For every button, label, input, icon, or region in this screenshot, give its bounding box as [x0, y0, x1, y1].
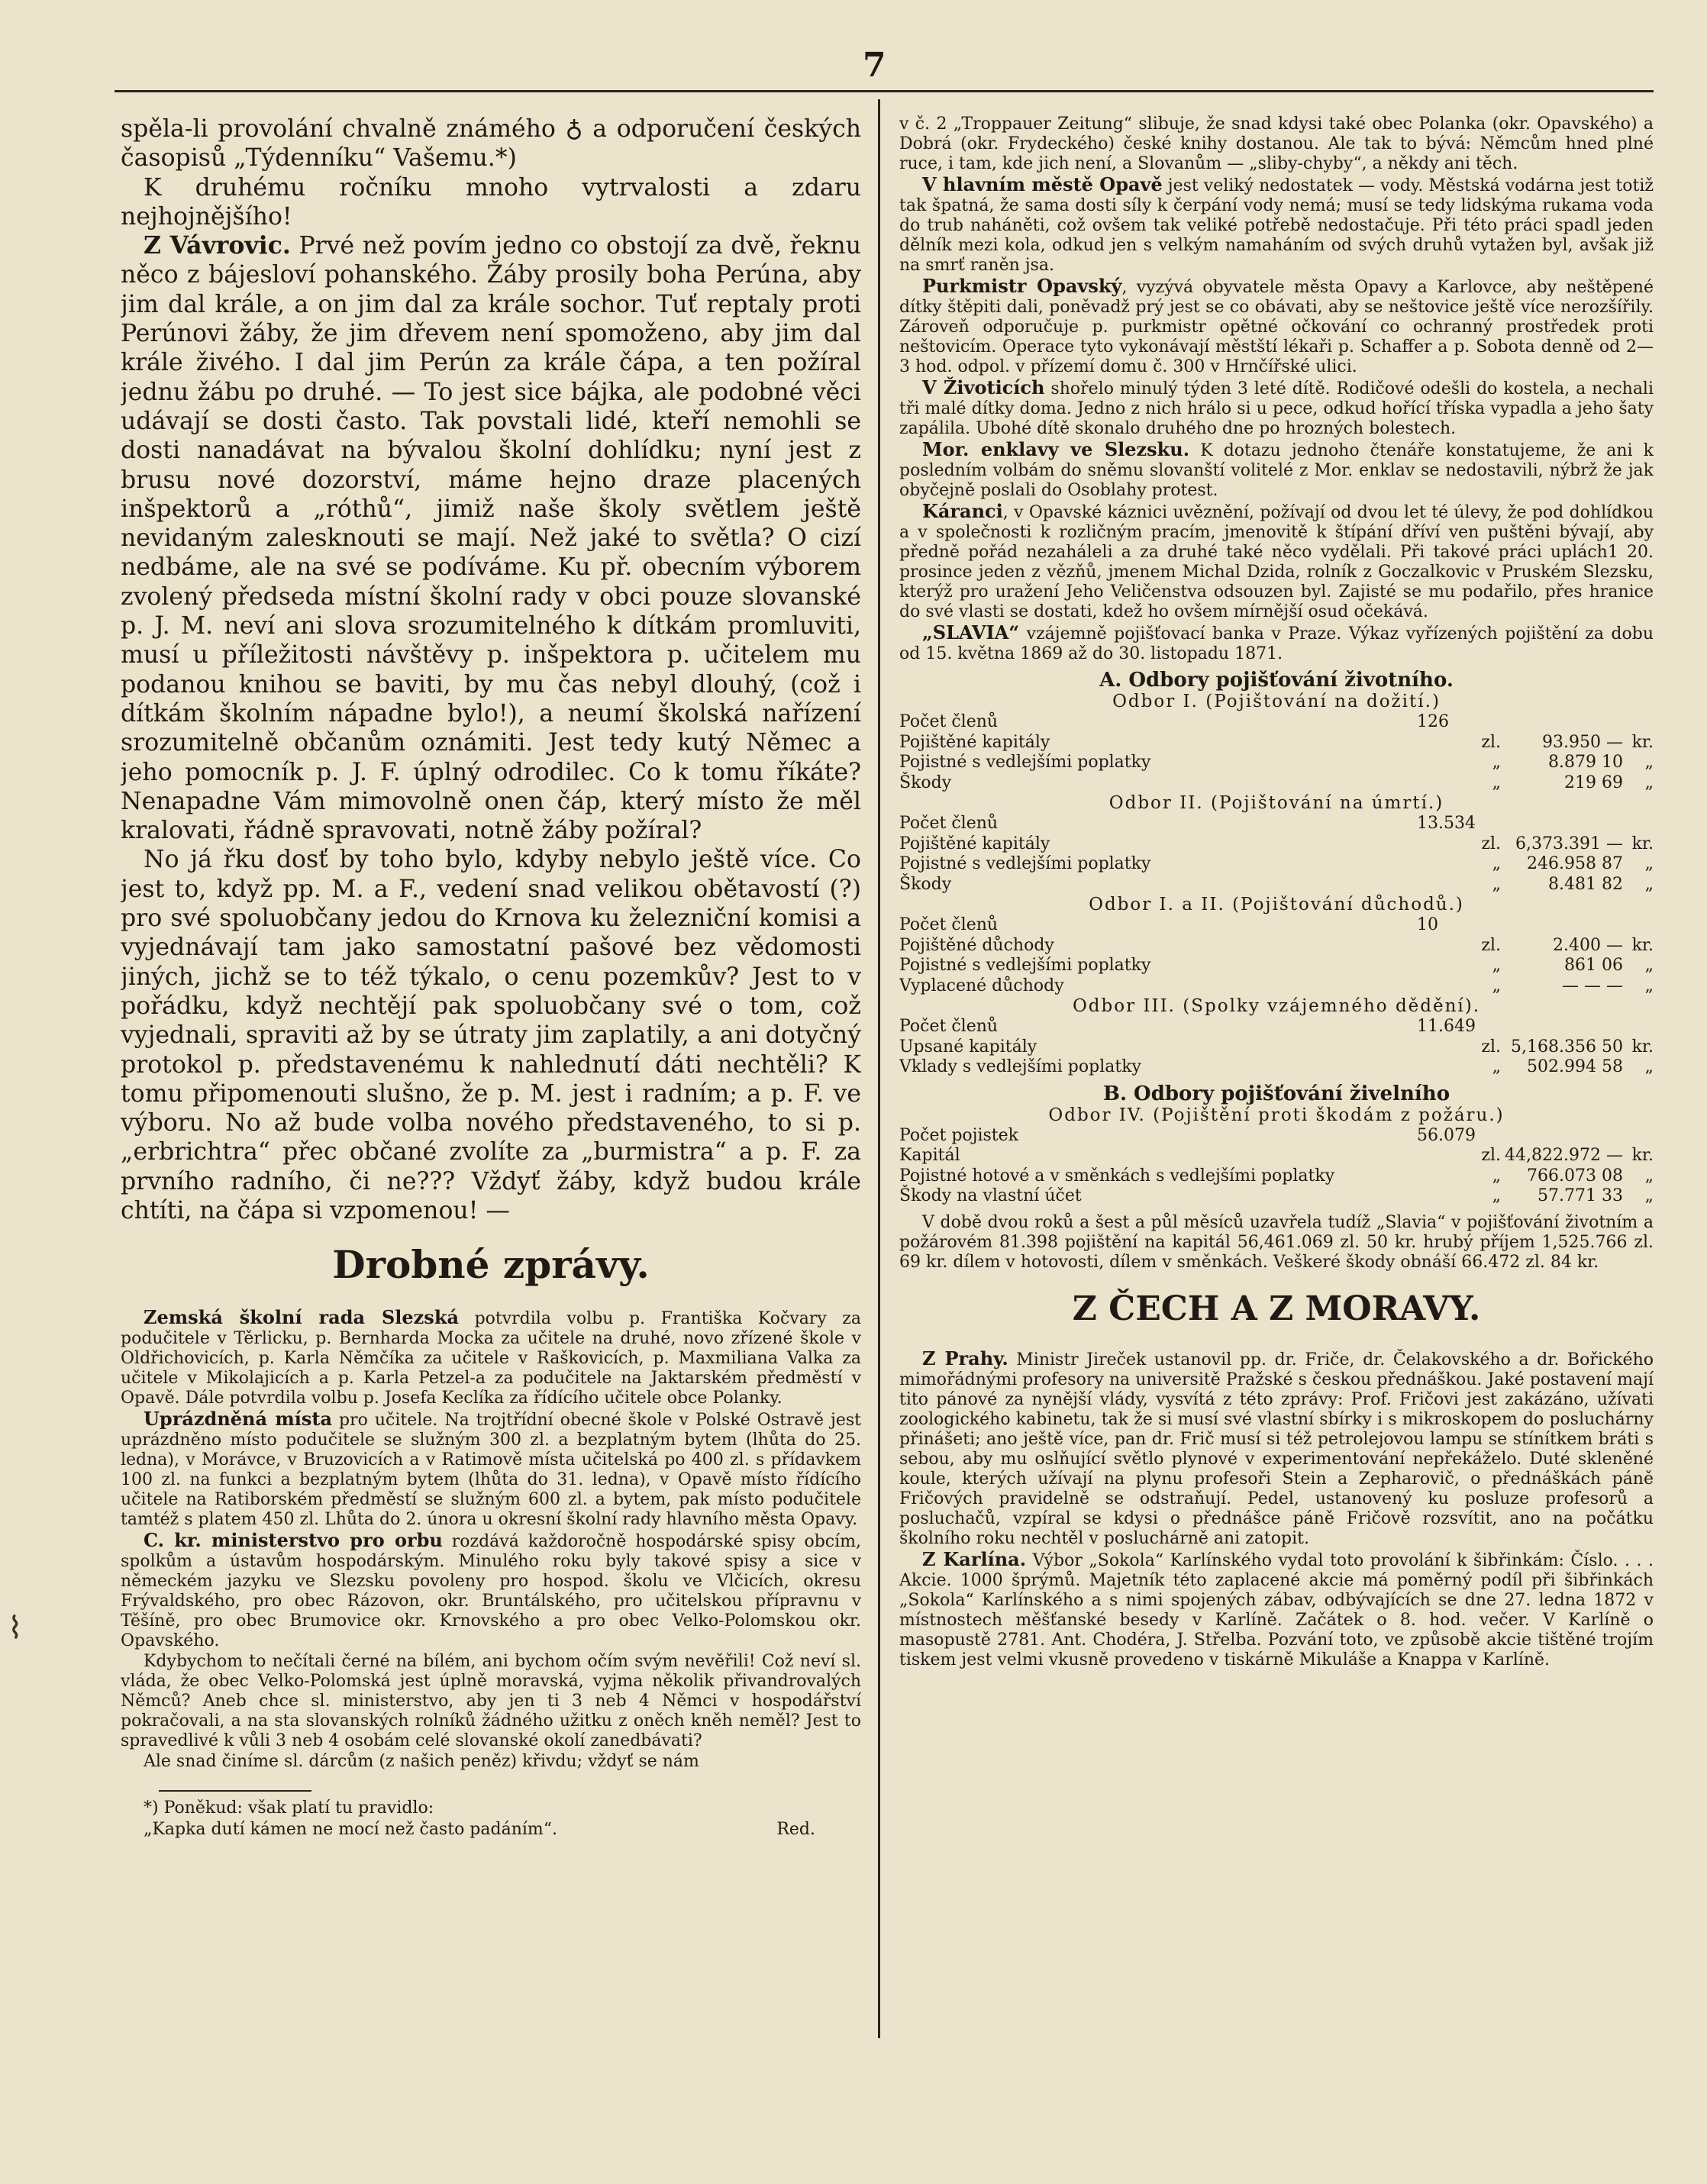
table-cell-unit: kr.: [1631, 935, 1654, 955]
table-row: [899, 1126, 1654, 1147]
table-row: [899, 956, 1654, 976]
news-karanci-title: Káranci: [922, 500, 1003, 522]
table-cell-currency: zl.: [1481, 1037, 1501, 1057]
table-cell-count: [1409, 753, 1492, 773]
table-cell-amount: 219 69: [1564, 773, 1623, 792]
footnote-line-1: *) Poněkud: však platí tu pravidlo:: [144, 1798, 434, 1818]
table-row: [899, 814, 1654, 834]
margin-mark: ⌇: [8, 1611, 23, 1646]
news-karlin: [899, 1547, 1654, 1670]
table-cell-unit: [1623, 712, 1654, 733]
table-cell-amount: 6,373.391 —: [1515, 834, 1623, 853]
table-row: [899, 936, 1654, 957]
table-cell-amount: 766.073 08: [1527, 1166, 1623, 1186]
table-cell-label: Škody na vlastní účet: [899, 1186, 1082, 1205]
article-vavrovic-text: Prvé než povím jedno co obstojí za dvě, řeknu něco z bájesloví pohanského. Žáby prosily boha Perúna, aby jim dal krále, a on jim dal za krále sochor. Tuť reptaly proti Perúnovi žáby, že jim dřevem není spomoženo, aby jim dal krále živého. I dal jim Perún za krále čápa, a ten požíral jednu žábu po druhé. — To jest sice bájka, ale podobné věci udávají se dosti často. Tak povstali lidé, kteří nemohli se dosti nanadávat na bývalou školní dohlídku; nyní jest z brusu nové dozorství, máme hejno draze placených inšpektorů a „róthů“, jimiž naše školy světlem ještě nevidaným zalesknouti se mají. Než jaké to světla? O cizí nedbáme, ale na své se podíváme. Ku př. obecním výborem zvolený předseda místní školní rady v obci pouze slovanské p. J. M. neví ani slova srozumitelného k dítkám promluviti, musí u příležitosti návštěvy p. inšpektora p. učitelem mu podanou knihou se baviti, by mu čas nebyl dlouhý, (což i dítkám školním nápadne bylo!), a neumí školská nařízení srozumitelně občanům oznámiti. Jest tedy kutý Němec a jeho pomocník p. J. F. úplný odrodilec. Co k tomu říkáte? Nenapadne Vám mimovolně onen čáp, který místo že měl kralovati, řádně spravovati, notně žáby požíral?: [121, 232, 861, 845]
footnote-rule: [159, 1790, 311, 1792]
table-row: [899, 753, 1654, 773]
table-cell-label: Škody: [899, 874, 952, 894]
table-cell-count: 11.649: [1417, 1017, 1476, 1036]
news-karlin-title: Z Karlína.: [922, 1547, 1027, 1570]
left-column: [121, 115, 861, 2115]
table-cell-amount: 502.994 58: [1527, 1057, 1623, 1076]
table-cell-count: 10: [1417, 915, 1438, 934]
news-enklavy-text: K dotazu jednoho čtenáře konstatujeme, že ani k posledním volbám do sněmu slovanští volitelé z Mor. enklav se nedostavili, nýbrž že jak obyčejně poslali do Osoblahy protest.: [899, 441, 1654, 500]
slavia-summary: V době dvou roků a šest a půl měsíců uzavřela tudíž „Slavia“ v pojišťování životním a požárovém 81.398 pojištění na kapitál 56,461.069 zl. 50 kr. hrubý příjem 1,525.766 zl. 69 kr. dílem v hotovosti, dílem v směnkách. Veškeré škody obnáší 66.472 zl. 84 kr.: [899, 1212, 1654, 1272]
table-cell-label: Vklady s vedlejšími poplatky: [899, 1057, 1141, 1076]
footnote-signature: Red.: [776, 1820, 815, 1840]
paragraph-intro: spěla-li provolání chvalně známého ♁ a odporučení českých časopisů „Týdenníku“ Vašemu.*): [121, 115, 861, 173]
news-karanci: [899, 502, 1654, 622]
table-row: [899, 1166, 1654, 1187]
table-cell-count: [1397, 733, 1481, 753]
news-praha: [899, 1349, 1654, 1549]
table-row: [899, 1017, 1654, 1037]
news-ministerstvo: [121, 1531, 861, 1651]
table-cell-unit: [1623, 1017, 1654, 1037]
table-cell-label: Pojistné s vedlejšími poplatky: [899, 956, 1151, 975]
table-cell-amount: 246.958 87: [1527, 854, 1623, 873]
table-cell-unit: „: [1644, 753, 1654, 772]
news-troppauer: v č. 2 „Troppauer Zeitung“ slibuje, že snad kdysi také obec Polanka (okr. Opavského) a Dobrá (okr. Frydeckého) české knihy dostanou. Ale tak to bývá: Němcům hned plné ruce, i tam, kde jich není, a Slovanům — „sliby-chyby“, a někdy ani těch.: [899, 115, 1654, 173]
table-cell-currency: zl.: [1481, 935, 1501, 955]
table-cell-label: Počet členů: [899, 915, 999, 934]
news-mista: [121, 1409, 861, 1530]
news-mista-text: pro učitele. Na trojtřídní obecné škole v Polské Ostravě jest uprázdněno místo podučitele se služným 300 zl. a bezplatným bytem (lhůta do 25. ledna), v Morávce, v Bruzovicích a v Ratimově místa učitelská po 400 zl. s přídavkem 100 zl. na funkci a bezplatným bytem (lhůta do 31. ledna), v Opavě místo řídícího učitele na Ratiborském předměstí se služným 600 zl. a bytem, pak místo podučitele tamtéž s platem 450 zl. Lhůta do 2. února u okresní školní rady hlavního města Opavy.: [121, 1411, 861, 1530]
table-cell-unit: „: [1644, 874, 1654, 894]
table-row: [899, 1037, 1654, 1058]
table-cell-label: Škody: [899, 773, 952, 792]
footnote-line-2: [121, 1819, 861, 1840]
table-cell-unit: kr.: [1631, 732, 1654, 752]
table-cell-count: [1409, 1186, 1492, 1207]
table-group: [899, 1126, 1654, 1207]
table-cell-count: [1409, 773, 1492, 794]
table-cell-count: [1397, 1037, 1481, 1058]
table-heading-a: A. Odbory pojišťování životního.: [1099, 669, 1454, 692]
news-opava-title: V hlavním městě Opavě: [922, 173, 1163, 195]
news-opava-text: jest veliký nedostatek — vody. Městská vodárna jest totiž tak špatná, že sama dosti síly k čerpání vody nemá; musí se tedy lidskýma rukama voda do trub naháněti, což ovšem tak veliké potřebě nedostačuje. Při této práci spadl jeden dělník mezi kola, odkud jen s velkým namaháním od svých druhů vytažen byl, avšak již na smrť raněn jsa.: [899, 176, 1654, 275]
table-cell-count: [1397, 936, 1481, 957]
table-cell-amount: [1501, 1126, 1623, 1147]
news-zivotice-text: shořelo minulý týden 3 leté dítě. Rodičové odešli do kostela, a nechali tři malé dítky doma. Jedno z nich hrálo si u pece, odkud hořící tříska vypadla a jeho šaty zapálila. Ubohé dítě skonalo druhého dne po hrozných bolestech.: [899, 379, 1654, 438]
news-zivotice-title: V Životicích: [922, 376, 1045, 398]
news-opava: [899, 175, 1654, 276]
table-cell-label: Pojistné hotové a v směnkách s vedlejšími poplatky: [899, 1166, 1335, 1186]
table-cell-unit: „: [1644, 1186, 1654, 1205]
news-slavia-text: vzájemně pojišťovací banka v Praze. Výkaz vyřízených pojištění za dobu od 15. května 1869 až do 30. listopadu 1871.: [899, 624, 1654, 663]
table-cell-unit: „: [1644, 956, 1654, 975]
table-cell-count: [1409, 1057, 1492, 1078]
table-cell-label: Počet členů: [899, 814, 999, 833]
table-cell-amount: 861 06: [1564, 956, 1623, 975]
table-cell-unit: „: [1644, 976, 1654, 995]
table-cell-currency: „: [1492, 1057, 1501, 1076]
table-cell-label: Vyplacené důchody: [899, 976, 1064, 995]
table-cell-count: 13.534: [1417, 814, 1476, 833]
table-cell-count: [1409, 956, 1492, 976]
table-cell-count: 56.079: [1417, 1125, 1476, 1145]
table-cell-currency: „: [1492, 956, 1501, 975]
table-cell-currency: „: [1492, 1186, 1501, 1205]
table-cell-amount: 93.950 —: [1542, 732, 1623, 752]
table-cell-amount: 5,168.356 50: [1511, 1037, 1623, 1057]
table-cell-currency: zl.: [1481, 732, 1501, 752]
table-row: [899, 1186, 1654, 1207]
table-cell-unit: [1623, 1126, 1654, 1147]
news-ministerstvo-title: C. kr. ministerstvo pro orbu: [144, 1529, 443, 1552]
article-vavrovic: [121, 231, 861, 845]
news-zivotice: [899, 378, 1654, 439]
footnote-quote: „Kapka dutí kámen ne mocí než často padáním“.: [144, 1820, 558, 1840]
news-enklavy-title: Mor. enklavy ve Slezsku.: [922, 438, 1190, 460]
table-cell-label: Počet členů: [899, 1017, 999, 1036]
table-cell-unit: „: [1644, 1057, 1654, 1076]
table-cell-count: [1409, 976, 1492, 997]
table-cell-label: Počet pojistek: [899, 1125, 1018, 1145]
table-odbor-3: Odbor III. (Spolky vzájemného dědění).: [1072, 996, 1481, 1016]
page-number: 7: [863, 46, 886, 85]
table-cell-amount: [1501, 712, 1623, 733]
table-cell-unit: [1623, 814, 1654, 834]
table-odbor-4: Odbor IV. (Pojištění proti škodám z požáru.): [1048, 1105, 1505, 1125]
paragraph-wish: K druhému ročníku mnoho vytrvalosti a zdaru nejhojnějšího!: [121, 173, 861, 231]
table-cell-unit: kr.: [1631, 1146, 1654, 1165]
table-cell-label: Pojistné s vedlejšími poplatky: [899, 854, 1151, 873]
news-skolni-rada: [121, 1308, 861, 1408]
table-cell-unit: „: [1644, 854, 1654, 873]
table-cell-unit: „: [1644, 1166, 1654, 1186]
news-slavia-title: „SLAVIA“: [922, 621, 1020, 644]
table-row: [899, 875, 1654, 895]
section-heading-drobne: Drobné zprávy.: [332, 1242, 650, 1288]
table-group: [899, 712, 1654, 793]
table-cell-currency: „: [1492, 976, 1501, 995]
table-cell-unit: kr.: [1631, 1037, 1654, 1057]
table-cell-label: Kapitál: [899, 1146, 960, 1165]
news-karlin-text: Výbor „Sokola“ Karlínského vydal toto provolání k šibřinkám: Číslo. . . . Akcie. 1000 šprýmů. Majetník této zaplacené akcie má poměrný podíl při šibřinkách „Sokola“ Karlínského a s nimi spojených zábav, odbývajících se dne 27. ledna 1872 v místnostech měšťanské besedy v Karlíně. Začátek o 8. hod. večer. V Karlíně o masopustě 2781. Ant. Chodéra, J. Střelba. Pozvání toto, ve způsobě akcie tištěné trojím tiskem jest velmi vkusně provedeno v tiskárně Mikuláše a Knappa v Karlíně.: [899, 1550, 1654, 1669]
table-cell-label: Pojištěné kapitály: [899, 834, 1050, 853]
table-cell-unit: kr.: [1631, 834, 1654, 853]
table-group: [899, 1017, 1654, 1078]
table-cell-count: [1409, 875, 1492, 895]
news-skolni-rada-text: potvrdila volbu p. Františka Kočvary za podučitele v Těrlicku, p. Bernharda Mocka za učitele na druhé, novo zřízené škole v Oldřichovicích, p. Karla Němčíka za učitele v Raškovicích, p. Maxmiliana Valka za učitele v Mikolajicích a p. Karla Petzel-a za podučitele na Jaktarském předměstí v Opavě. Dále potvrdila volbu p. Josefa Keclíka za řídícího učitele obce Polanky.: [121, 1309, 861, 1408]
table-cell-amount: 8.879 10: [1548, 753, 1623, 772]
table-cell-unit: [1623, 915, 1654, 936]
table-cell-currency: „: [1492, 753, 1501, 772]
table-cell-label: Počet členů: [899, 712, 999, 731]
table-row: [899, 1146, 1654, 1166]
news-karanci-text: , v Opavské káznici uvěznění, požívají od dvou let té úlevy, že pod dohlídkou a v společnosti k rozličným pracím, jmenovitě k štípání dříví ven puštěni bývají, aby předně pořád nezaháleli a za druhé také něco vydělali. Při takové práci uplách1 20. prosince jeden z vězňů, jmenem Michal Dzida, rolník z Goczalkovic v Pruském Slezsku, kterýž pro uražení Jeho Veličenstva odsouzen byl. Zajisté se mu podařilo, přes hranice do své vlasti se dostati, kdež ho ovšem mírnější osud očekává.: [899, 503, 1654, 621]
table-heading-b: B. Odbory pojišťování živelního: [1102, 1082, 1450, 1105]
table-cell-amount: [1501, 814, 1623, 834]
table-cell-count: [1397, 834, 1481, 855]
table-row: [899, 915, 1654, 936]
table-cell-amount: 8.481 82: [1548, 874, 1623, 894]
news-praha-title: Z Prahy.: [922, 1347, 1008, 1369]
table-cell-amount: 44,822.972 —: [1505, 1146, 1623, 1165]
news-enklavy: [899, 440, 1654, 501]
article-vavrovic-title: Z Vávrovic.: [144, 231, 291, 260]
news-kdybychom: Kdybychom to nečítali černé na bílém, ani bychom očím svým nevěřili! Což neví sl. vláda, že obec Velko-Polomská jest úplně moravská, vyjma několik přivandrovalých Němců? Aneb chce sl. ministerstvo, aby jen ti 3 neb 4 Němci v hospodářství pokračovali, a na sta slovanských rolníků žádného užitku z oněch kněh neměl? Jest to spravedlivé k vůli 3 neb 4 osobám celé slovanské okolí zanedbávati?: [121, 1652, 861, 1751]
table-cell-label: Upsané kapitály: [899, 1037, 1037, 1057]
slavia-table: [899, 669, 1654, 1207]
table-cell-currency: zl.: [1481, 834, 1501, 853]
table-row: [899, 834, 1654, 855]
table-odbor-12: Odbor I. a II. (Pojištování důchodů.): [1089, 895, 1464, 915]
table-cell-unit: „: [1644, 773, 1654, 792]
table-row: [899, 1057, 1654, 1078]
table-odbor-2: Odbor II. (Pojištování na úmrtí.): [1108, 793, 1444, 813]
news-purkmistr: [899, 276, 1654, 377]
table-cell-currency: „: [1492, 854, 1501, 873]
news-purkmistr-text: , vyzývá obyvatele města Opavy a Karlovce, aby neštěpené dítky štěpiti dali, poněvadž prý jest se co obávati, aby se neštovice ještě více nerozšířily. Zároveň odporučuje p. purkmistr opětné očkování co ochranný prostředek proti neštovicím. Operace tyto vykonávají městští lékaři p. Schaffer a p. Sobota denně od 2—3 hod. odpol. v přízemí domu č. 300 v Hrnčířské ulici.: [899, 278, 1654, 376]
table-cell-amount: 57.771 33: [1538, 1186, 1623, 1205]
table-cell-currency: „: [1492, 874, 1501, 894]
table-cell-currency: „: [1492, 773, 1501, 792]
news-slavia: [899, 623, 1654, 664]
table-row: [899, 854, 1654, 875]
table-cell-amount: [1501, 1017, 1623, 1037]
table-cell-count: [1409, 1166, 1492, 1187]
table-cell-label: Pojistné s vedlejšími poplatky: [899, 753, 1151, 772]
table-group: [899, 814, 1654, 895]
table-cell-count: 126: [1417, 712, 1449, 731]
table-row: [899, 733, 1654, 753]
right-column: [899, 115, 1654, 2115]
table-cell-count: [1409, 854, 1492, 875]
news-mista-title: Uprázdněná místa: [144, 1408, 333, 1431]
table-cell-currency: „: [1492, 1166, 1501, 1186]
table-row: [899, 773, 1654, 794]
table-row: [899, 712, 1654, 733]
table-row: [899, 976, 1654, 997]
table-cell-amount: — — —: [1562, 976, 1623, 995]
header-rule: [115, 90, 1654, 92]
table-cell-label: Pojištěné důchody: [899, 935, 1054, 955]
section-heading-cech: Z ČECH A Z MORAVY.: [1072, 1289, 1481, 1328]
table-cell-label: Pojištěné kapitály: [899, 732, 1050, 752]
column-divider: [878, 99, 880, 2038]
table-cell-currency: zl.: [1481, 1146, 1501, 1165]
article-vavrovic-continued: No já řku dosť by toho bylo, kdyby nebylo ještě více. Co jest to, když pp. M. a F., vedení snad velikou obětavostí (?) pro své spoluobčany jedou do Krnova ku železniční komisi a vyjednávají tam jako samostatní pašové bez vědomosti jiných, jichž se to též týkalo, o cenu pozemkův? Jest to v pořádku, když nechtějí pak spoluobčany své o tom, což vyjednali, spraviti až by se útraty jim zaplatily, a ani dotyčný protokol p. představenému k nahlednutí dáti nechtěli? K tomu připomenouti slušno, že p. M. jest i radním; a p. F. ve výboru. No až bude volba nového představeného, to si p. „erbrichtra“ přec občané zvolíte za „burmistra“ a p. F. za prvního radního, či ne??? Vždyť žáby, když budou krále chtíti, na čápa si vzpomenou! —: [121, 846, 861, 1224]
news-skolni-rada-title: Zemská školní rada Slezská: [144, 1306, 460, 1329]
news-ministerstvo-text: rozdává každoročně hospodárské spisy obcím, spolkům a ústavům hospodárským. Minulého roku byly takové spisy a sice v německém jazyku ve Slezsku povoleny pro hospod. školu ve Vlčicích, okresu Frývaldského, pro obec Rázovon, okr. Bruntálského, pro učitelskou přípravnu v Těšíně, pro obec Brumovice okr. Krnovského a pro obec Velko-Polomskou okr. Opavského.: [121, 1532, 861, 1651]
news-praha-text: Ministr Jireček ustanovil pp. dr. Friče, dr. Čelakovského a dr. Bořického mimořádnými profesory na universitě Pražské s českou přednáškou. Jaké postavení mají tito pánové za nynější vlády, vysvítá z této zprávy: Prof. Fričovi jest zakázáno, užívati zoologického kabinetu, tak že si musí své vlastní sbírky i s mikroskopem do posluchárny přinášeti; ano ještě více, pan dr. Frič musí si též petrolejovou lampu se stínítkem bráti s sebou, aby mu oslňující světlo plynové v experimentování nepřekáželo. Duté skleněné koule, kterých užívají na plynu profesoři Stein a Zepharovič, o přednáškách páně Fričových pravidelně se odstraňují. Pedel, ustanovený ku posluze profesorů a posluchačů, vzpíral se kdysi o přednášce páně Fričově rozsvítit, ano na počátku školního roku nechtěl v posluchárně ani zatopit.: [899, 1350, 1654, 1548]
table-cell-amount: [1501, 915, 1623, 936]
table-cell-amount: 2.400 —: [1553, 935, 1623, 955]
table-odbor-1: Odbor I. (Pojištování na dožití.): [1112, 692, 1441, 711]
news-purkmistr-title: Purkmistr Opavský: [922, 275, 1122, 297]
news-ale-snad: Ale snad činíme sl. dárcům (z našich peněz) křivdu; vždyť se nám: [144, 1752, 699, 1772]
table-cell-count: [1397, 1146, 1481, 1166]
table-group: [899, 915, 1654, 996]
